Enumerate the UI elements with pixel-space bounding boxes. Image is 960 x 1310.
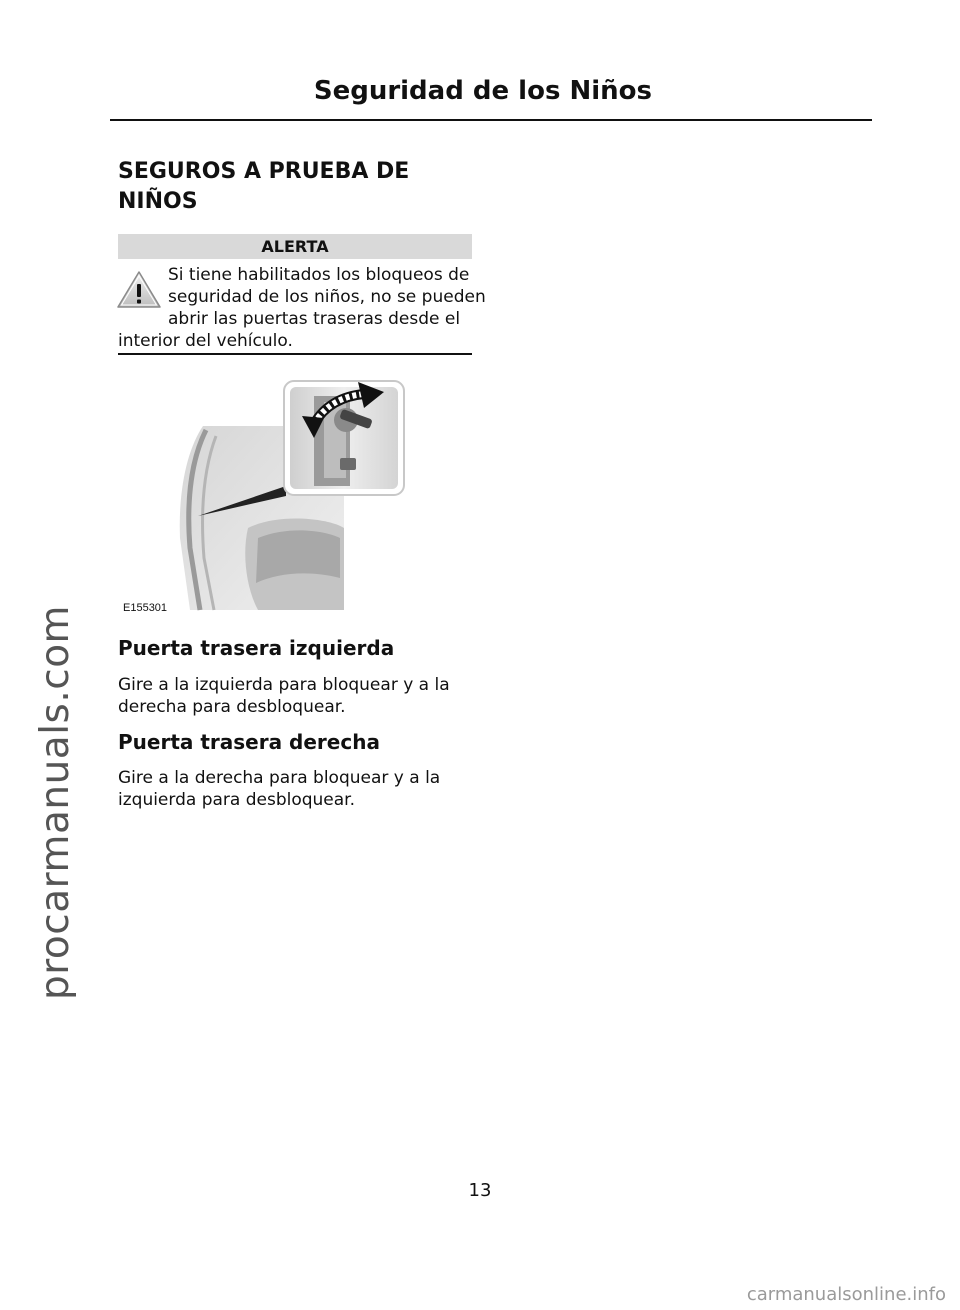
page-header-title: Seguridad de los Niños: [313, 76, 652, 106]
alert-line: abrir las puertas traseras desde el: [168, 309, 461, 329]
alert-line: Si tiene habilitados los bloqueos de: [168, 265, 470, 285]
side-watermark: procarmanuals.com: [33, 604, 78, 1000]
left-door-heading: Puerta trasera izquierda: [118, 636, 395, 660]
figure-label: E155301: [123, 602, 168, 614]
left-door-text: [118, 674, 478, 718]
right-door-heading: Puerta trasera derecha: [118, 730, 380, 754]
left-door-line: Gire a la izquierda para bloquear y a la: [118, 675, 450, 695]
alert-text: [118, 264, 486, 352]
page-number: 13: [468, 1180, 492, 1201]
alert-label: ALERTA: [118, 234, 472, 259]
alert-line: seguridad de los niños, no se pueden: [168, 287, 486, 307]
right-door-text: [118, 767, 478, 811]
alert-divider: [118, 353, 472, 355]
section-title: SEGUROS A PRUEBA DE NIÑOS: [118, 159, 410, 214]
left-door-line: derecha para desbloquear.: [118, 697, 346, 717]
footer-watermark: carmanualsonline.info: [746, 1284, 946, 1305]
alert-line: interior del vehículo.: [118, 331, 293, 351]
header-divider: [110, 119, 872, 121]
child-lock-illustration: [118, 378, 418, 618]
right-door-line: Gire a la derecha para bloquear y a la: [118, 768, 441, 788]
right-door-line: izquierda para desbloquear.: [118, 790, 356, 810]
